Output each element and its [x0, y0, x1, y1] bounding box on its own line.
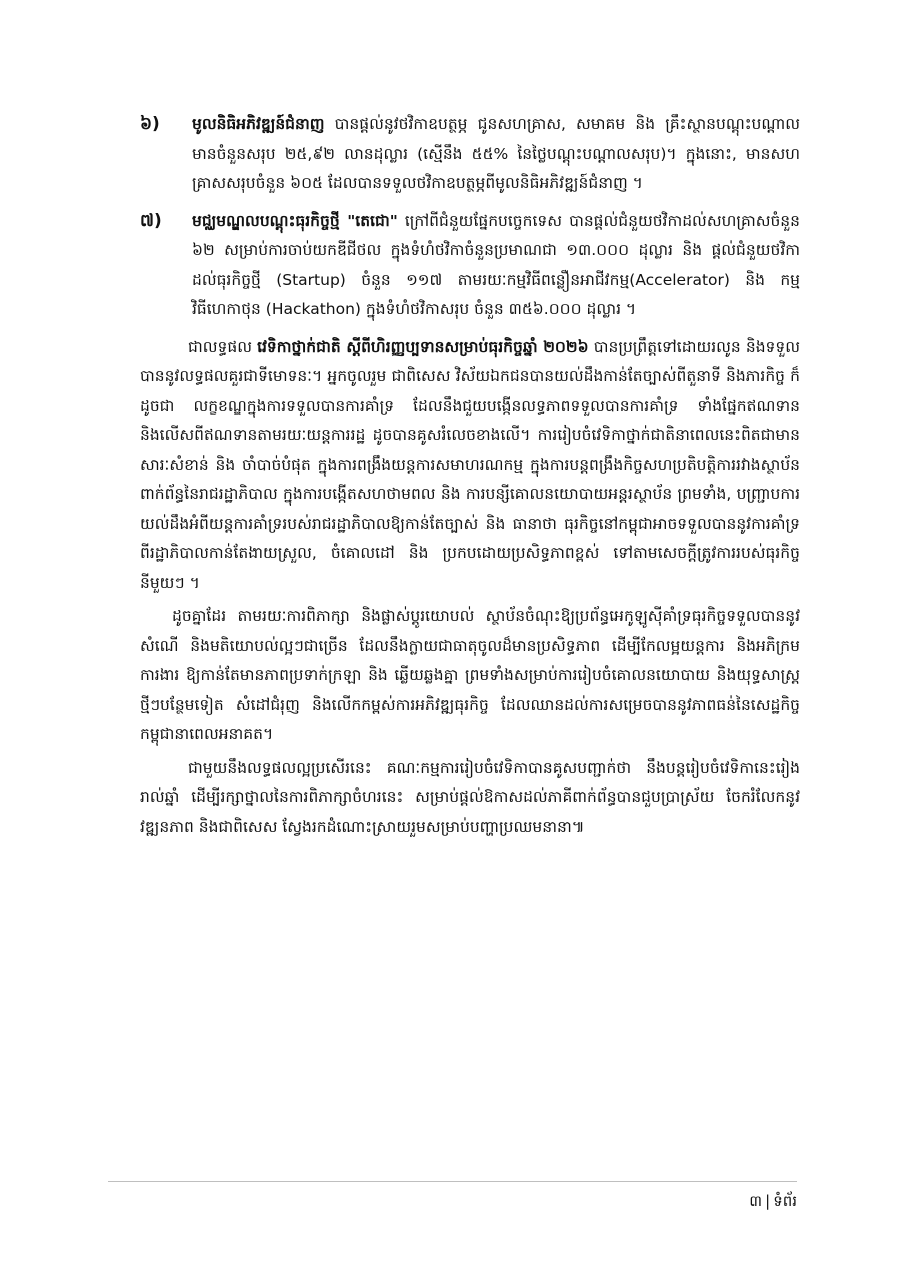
list-item-body: ក្រៅពីជំនួយផ្នែកបច្ចេកទេស បានផ្ដល់ជំនួយថវិកាដល់សហគ្រាសចំនួន ៦២ សម្រាប់ការចាប់យកឌីជីថល ក្នុងទំហំថវិកាចំនួនប្រមាណជា ១៣.០០០ ដុល្លារ និង ផ្ដល់ជំនួយថវិកាដល់ធុរកិច្ចថ្មី (Startup) ចំនួន ១១៧ តាមរយៈកម្មវិធីពន្លឿនអាជីវកម្ម(Accelerator) និង កម្មវិធីហេកាថុន (Hackathon) ក្នុងទំហំថវិកាសរុប ចំនួន ៣៥៦.០០០ ដុល្លារ ។: [192, 211, 800, 318]
list-item-title: មជ្ឈមណ្ឌលបណ្ដុះធុរកិច្ចថ្មី "តេជោ": [192, 211, 398, 230]
footer-divider: [108, 1181, 797, 1182]
paragraph-conclusion: ជាមួយនឹងលទ្ធផលល្អប្រសើរនេះ គណៈកម្មការរៀបចំវេទិកាបានគូសបញ្ជាក់ថា នឹងបន្តរៀបចំវេទិកានេះរៀងរាល់ឆ្នាំ ដើម្បីរក្សាថ្នាលនៃការពិភាក្សាចំហរនេះ សម្រាប់ផ្ដល់ឱកាសដល់ភាគីពាក់ព័ន្ធបានជួបប្រាស្រ័យ ចែករំលែកនូវវឌ្ឍនភាព និងជាពិសេស ស្វែងរកដំណោះស្រាយរួមសម្រាប់បញ្ហាប្រឈមនានា៕: [140, 758, 800, 836]
list-item-text: [192, 207, 800, 325]
forum-title: វេទិកាថ្នាក់ជាតិ ស្ដីពីហិរញ្ញប្បទានសម្រាប់ធុរកិច្ចឆ្នាំ ២០២៦: [257, 337, 589, 356]
list-item-title: មូលនិធិអភិវឌ្ឍន៍ជំនាញ: [192, 115, 325, 133]
list-item-7: [140, 207, 800, 325]
list-item-6: [140, 110, 800, 199]
paragraph-feedback: ដូចគ្នាដែរ តាមរយៈការពិភាក្សា និងផ្លាស់ប្ដូរយោបល់ ស្ថាប័នចំណុះឱ្យប្រព័ន្ធអេកូឡូស៊ីគាំទ្រធុរកិច្ចទទួលបាននូវសំណើ និងមតិយោបល់ល្អៗជាច្រើន ដែលនឹងក្លាយជាធាតុចូលដ៏មានប្រសិទ្ធភាព ដើម្បីកែលម្អយន្តការ និងអភិក្រមការងារ ឱ្យកាន់តែមានភាពប្រទាក់ក្រឡា និង ឆ្លើយឆ្លងគ្នា ព្រមទាំងសម្រាប់ការរៀបចំគោលនយោបាយ និងយុទ្ធសាស្ត្រថ្មីៗបន្ថែមទៀត សំដៅជំរុញ និងលើកកម្ពស់ការអភិវឌ្ឍធុរកិច្ច ដែលឈានដល់ការសម្រេចបាននូវភាពធន់នៃសេដ្ឋកិច្ចកម្ពុជានាពេលអនាគត។: [140, 607, 800, 743]
paragraph-body: បានប្រព្រឹត្តទៅដោយរលូន និងទទួលបាននូវលទ្ធផលគួរជាទីមោទនៈ។ អ្នកចូលរួម ជាពិសេស វិស័យឯកជនបានយល់ដឹងកាន់តែច្បាស់ពីតួនាទី និងភារកិច្ច ក៏ដូចជា លក្ខខណ្ឌក្នុងការទទួលបានការគាំទ្រ ដែលនឹងជួយបង្កើនលទ្ធភាពទទួលបានការគាំទ្រ ទាំងផ្នែកឥណទាន និងលើសពីឥណទានតាមរយៈយន្តការរដ្ឋ ដូចបានគូសរំលេចខាងលើ។ ការរៀបចំវេទិកាថ្នាក់ជាតិនាពេលនេះពិតជាមានសារៈសំខាន់ និង ចាំបាច់បំផុត ក្នុងការពង្រឹងយន្តការសមាហរណកម្ម ក្នុងការបន្តពង្រឹងកិច្ចសហប្រតិបត្តិការរវាងស្ថាប័នពាក់ព័ន្ធនៃរាជរដ្ឋាភិបាល ក្នុងការបង្កើតសហថាមពល និង ការបន្សីគោលនយោបាយអន្តរស្ថាប័ន ព្រមទាំង, បញ្ជ្រាបការយល់ដឹងអំពីយន្តការគាំទ្ររបស់រាជរដ្ឋាភិបាលឱ្យកាន់តែច្បាស់ និង ធានាថា ធុរកិច្ចនៅកម្ពុជាអាចទទួលបាននូវការគាំទ្រពីរដ្ឋាភិបាលកាន់តែងាយស្រួល, ចំគោលដៅ និង ប្រកបដោយប្រសិទ្ធភាពខ្ពស់ ទៅតាមសេចក្ដីត្រូវការរបស់ធុរកិច្ចនីមួយៗ ។: [140, 337, 800, 592]
list-item-number: ៦): [140, 114, 160, 134]
page-number: ៣: [749, 1192, 763, 1210]
page-label: ទំព័រ: [773, 1192, 797, 1210]
list-item-number: ៧): [140, 210, 162, 231]
footer-separator: |: [765, 1192, 771, 1210]
list-item-text: [192, 110, 800, 199]
paragraph-result: [140, 333, 800, 599]
list-item-body: បានផ្ដល់នូវថវិកាឧបត្ថម្ភ ជូនសហគ្រាស, សមាគម និង គ្រឹះស្ថានបណ្ដុះបណ្ដាល មានចំនួនសរុប ២៥,៩២ លានដុល្លារ (ស្មើនឹង ៥៥% នៃថ្លៃបណ្ដុះបណ្ដាលសរុប)។ ក្នុងនោះ, មានសហគ្រាសសរុបចំនួន ៦០៥ ដែលបានទទួលថវិកាឧបត្ថម្ភពីមូលនិធិអភិវឌ្ឍន៍ជំនាញ ។: [192, 115, 800, 192]
document-body: [140, 110, 800, 846]
page-footer: [749, 1192, 797, 1214]
paragraph-lead: ជាលទ្ធផល: [188, 337, 258, 356]
